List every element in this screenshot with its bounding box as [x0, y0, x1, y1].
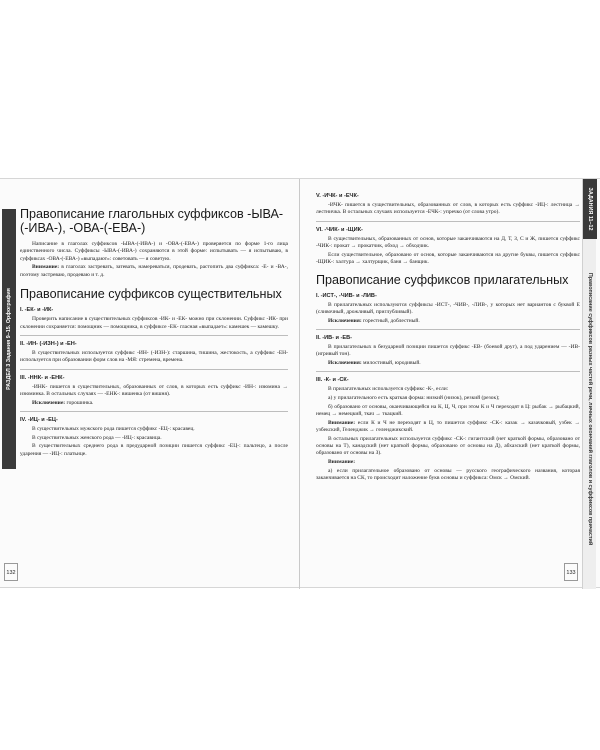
section-text: б) образовано от основы, оканчивающейся на К, Ц, Ч, при этом К и Ч переходят в Ц: рыбак → рыбацкий, немец → немецкий, ткач → ткацкий.: [316, 403, 580, 418]
section-text: В существительных женского рода — -ИЦ-: красавица.: [32, 434, 162, 441]
section-text: -ИЧК- пишется в существительных, образованных от слов, в которых есть суффикс -ИЦ-: лестница → лестничка. В остальных случаях используется -ЕЧК-: упречко (от слова утро).: [316, 202, 580, 216]
note-text: в глаголах застревать, затевать, намереваться, продевать, растопить два суффикса: -Е- и -ВА-, поэтому застреваю, продеваю и т. д.: [20, 264, 288, 278]
divider: [20, 335, 288, 336]
note-label: Исключения:: [328, 317, 362, 324]
verb-suffix-paragraph: Написание в глаголах суффиксов -ЫВА-(-ИВА-) и -ОВА-(-ЕВА-) проверяется по форме 1-го лица единственного числа. Суффиксы -ЫВА-(-ИВА-) сохраняются в этой форме: испытывать — я испытываю, в суффиксах -ОВА-(-ЕВА-) «выпадают»: советовать — я советую.: [20, 241, 288, 262]
section-text: В существительных используется суффикс -ИН- (-ИЗН-): старшина, тишина, жестокость, а суффикс -ЕН- используется при образовании форм слов на -МЯ: стремена, времена.: [20, 350, 288, 364]
section-text: В прилагательных используются суффиксы -ИСТ-, -ЧИВ-, -ЛИВ-, у которых нет вариантов с буквой Е (сливочный, дрожливый, приглубливый).: [316, 301, 580, 316]
exception-note: [316, 360, 580, 367]
note-label: Внимание:: [328, 419, 356, 426]
section-text: -ИНК- пишется в существительных, образованных от слов, в которых есть суффикс -ИН-: изюмина → изюминка. В остальных случаях — -ЕНК-: вишенка (от вишня).: [20, 383, 288, 398]
section-title: IV. -ИЦ- и -ЕЦ-: [20, 417, 58, 424]
section-title: I. -ИСТ-, -ЧИВ- и -ЛИВ-: [316, 292, 377, 299]
section-title: II. -ИН- (-ИЗН-) и -ЕН-: [20, 341, 77, 348]
left-page-content: [20, 207, 288, 459]
divider: [316, 329, 580, 330]
verb-suffix-heading: Правописание глагольных суффиксов -ЫВА-(-ИВА-), -ОВА-(-ЕВА-): [20, 207, 284, 235]
right-page-content: [316, 193, 580, 484]
right-page: [300, 179, 600, 589]
exception-note: [20, 400, 288, 407]
note-label: Исключение:: [32, 399, 66, 406]
note-text: милостивый, юродивый.: [361, 360, 421, 367]
note-label: Исключения:: [328, 360, 362, 367]
left-page: [0, 179, 300, 589]
topic-tab: [582, 179, 596, 589]
section-text: В существительных мужского рода пишется суффикс -ЕЦ-: красавец.: [32, 426, 195, 433]
section-title: I. -ЕК- и -ИК-: [20, 307, 54, 314]
section-text: В прилагательных в безударной позиции пишется суффикс -ЕВ- (боевой друг), а под ударением — -ИВ- (игривый тон).: [316, 344, 580, 358]
attention-note: [316, 420, 580, 435]
note-label: Внимание:: [32, 264, 60, 271]
section-text: В прилагательных используется суффикс -К-, если:: [328, 386, 449, 393]
divider: [20, 411, 288, 412]
topic-tab-head-label: ЗАДАНИЯ 11–12: [587, 187, 593, 231]
section-text: В существительных, образованных от основ, которые заканчиваются на Д, Т, З, С и Ж, пишется суффикс -ЧИК-: прокат → прокатчик, обход → обходчик.: [316, 235, 580, 250]
note-text: если К и Ч не переходят в Ц, то пишется суффикс -СК-: казак → казачковый, узбек → узбекский, Геленджик → геленджикский.: [316, 419, 580, 434]
section-title: II. -ИВ- и -ЕВ-: [316, 335, 353, 342]
exception-note: [316, 318, 580, 325]
section-text: В остальных прилагательных используется суффикс -СК-: гигантский (нет краткой формы, образовано от основы на Т), канадский (нет краткой формы, образовано от основы на Д), абхазский (нет краткой формы, образовано от основы на З).: [316, 435, 580, 457]
section-text: В существительных среднего рода в предударной позиции пишется суффикс -ЕЦ-: пальтецо, а после ударения — -ИЦ-: платьице.: [20, 443, 288, 457]
section-text: а) если прилагательное образовано от основы — русского географического названия, которая заканчивается на СК, то происходит наложение букв основы и суффикса: Омск → Омский.: [316, 467, 580, 482]
section-text: а) у прилагательного есть краткая форма: низкий (низок), резкий (резок);: [328, 395, 500, 402]
page-number: 132: [4, 563, 18, 581]
note-label: Внимание:: [328, 459, 356, 466]
verb-suffix-note: [20, 264, 288, 279]
topic-tab-head: [583, 179, 597, 239]
topic-tab-label: Правописание суффиксов разных частей речи, личных окончаний глаголов и суффиксов причастий: [586, 272, 593, 545]
divider: [316, 371, 580, 372]
section-title: VI. -ЧИК- и -ЩИК-: [316, 226, 363, 233]
divider: [20, 369, 288, 370]
section-title: III. -ННК- и -ЕНК-: [20, 374, 65, 381]
section-tab: [2, 209, 16, 469]
page-number: 133: [564, 563, 578, 581]
section-title: III. -К- и -СК-: [316, 377, 349, 384]
note-text: горестный, доблестный.: [361, 317, 420, 324]
section-title: V. -ИЧК- и -ЕЧК-: [316, 193, 359, 199]
section-text: Если существительное, образовано от основ, которые заканчиваются на другие буквы, пишется суффикс -ЩИК-: халтура → халтурщик, баня → банщик.: [316, 251, 580, 266]
adjective-suffix-heading: Правописание суффиксов прилагательных: [316, 272, 569, 287]
section-text: Проверить написание в существительных суффиксов -ИК- и -ЕК- можно при склонении. Суффикс -ИК- при склонении сохраняется: помощник — помощника, в суффиксе -ЕК- гласная «выпадает»: камешек — камешку.: [20, 316, 288, 330]
noun-suffix-heading: Правописание суффиксов существительных: [20, 287, 282, 302]
note-text: горошинка.: [65, 399, 94, 406]
attention-note: [316, 459, 580, 466]
section-tab-label: РАЗДЕЛ 3 Задания 9–15. Орфография: [6, 288, 12, 390]
book-spread: [0, 178, 600, 588]
divider: [316, 221, 580, 222]
